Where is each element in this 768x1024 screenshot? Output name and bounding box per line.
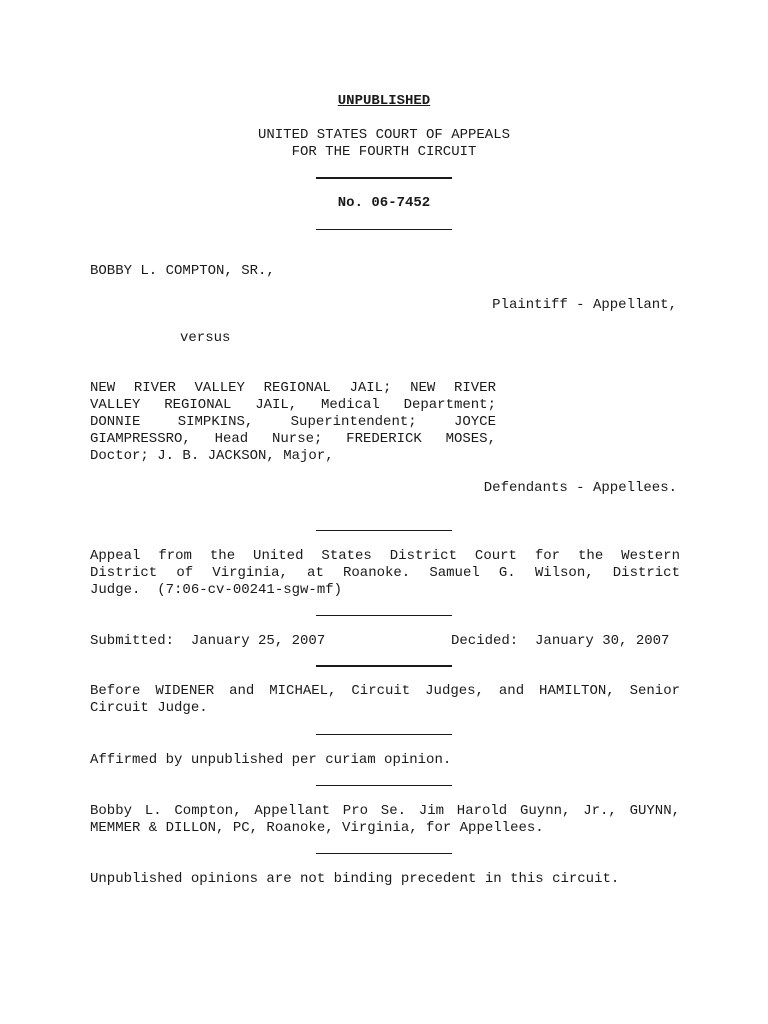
court-name-line1: UNITED STATES COURT OF APPEALS: [257, 127, 511, 143]
defendants-line: VALLEY REGIONAL JAIL, Medical Department;: [90, 397, 496, 413]
divider-rule: [316, 665, 452, 667]
submitted-date: Submitted: January 25, 2007: [90, 633, 326, 649]
defendants-role: Defendants - Appellees.: [483, 480, 677, 496]
panel-line: Circuit Judge.: [90, 700, 208, 716]
defendants-line: DONNIE SIMPKINS, Superintendent; JOYCE: [90, 414, 496, 430]
plaintiff-name: BOBBY L. COMPTON, SR.,: [90, 263, 275, 279]
defendants-caption: [90, 380, 496, 465]
appeal-line: District of Virginia, at Roanoke. Samuel G. Wilson, District: [90, 565, 680, 581]
defendants-line: GIAMPRESSRO, Head Nurse; FREDERICK MOSES,: [90, 431, 496, 447]
counsel-line: Bobby L. Compton, Appellant Pro Se. Jim Harold Guynn, Jr., GUYNN,: [90, 803, 680, 819]
versus-label: versus: [180, 330, 231, 346]
court-name-line2: FOR THE FOURTH CIRCUIT: [291, 144, 477, 160]
disposition: Affirmed by unpublished per curiam opinion.: [90, 752, 452, 768]
divider-rule: [316, 853, 452, 854]
divider-rule: [316, 530, 452, 531]
panel-line: Before WIDENER and MICHAEL, Circuit Judges, and HAMILTON, Senior: [90, 683, 680, 699]
plaintiff-role: Plaintiff - Appellant,: [492, 297, 677, 313]
panel-paragraph: [90, 683, 680, 717]
divider-rule: [316, 177, 452, 179]
precedent-notice: Unpublished opinions are not binding precedent in this circuit.: [90, 871, 620, 887]
unpublished-heading: UNPUBLISHED: [337, 93, 431, 109]
defendants-line: Doctor; J. B. JACKSON, Major,: [90, 448, 334, 464]
appeal-line: Judge. (7:06-cv-00241-sgw-mf): [90, 582, 343, 598]
divider-rule: [316, 785, 452, 786]
counsel-line: MEMMER & DILLON, PC, Roanoke, Virginia, for Appellees.: [90, 820, 544, 836]
divider-rule: [316, 734, 452, 735]
decided-date: Decided: January 30, 2007: [451, 633, 670, 649]
appeal-paragraph: [90, 548, 680, 599]
case-number: No. 06-7452: [337, 195, 431, 211]
divider-rule: [316, 615, 452, 616]
divider-rule: [316, 229, 452, 230]
appeal-line: Appeal from the United States District Court for the Western: [90, 548, 680, 564]
counsel-paragraph: [90, 803, 680, 837]
defendants-line: NEW RIVER VALLEY REGIONAL JAIL; NEW RIVER: [90, 380, 496, 396]
